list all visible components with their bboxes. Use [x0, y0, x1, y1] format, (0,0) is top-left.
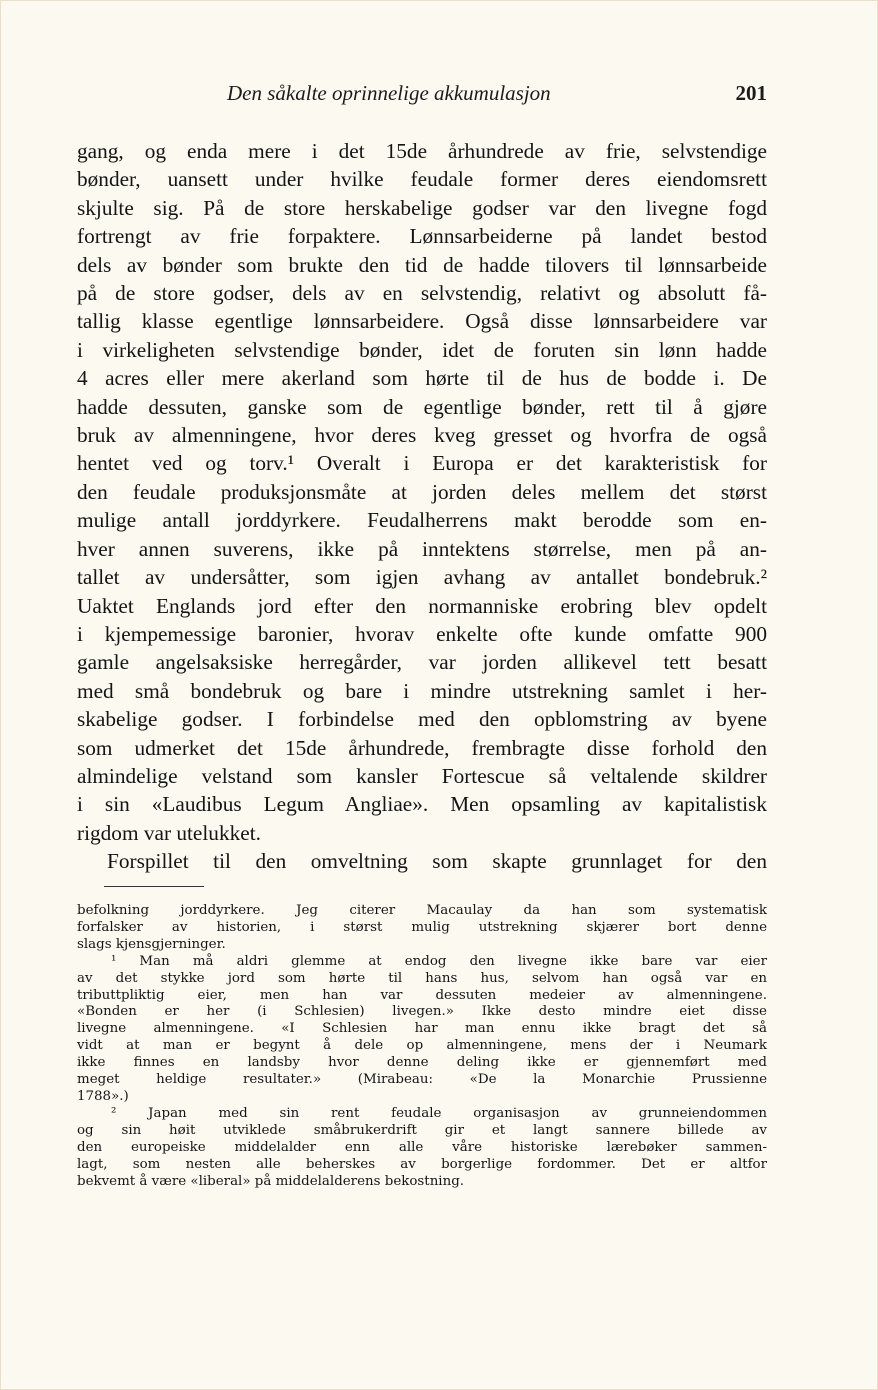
footnote-line: ² Japan med sin rent feudale organisasjon av grunneiendommen — [111, 1105, 767, 1121]
text-line: skjulte sig. På de store herskabelige godser var den livegne fogd — [77, 195, 767, 220]
footnote-line: meget heldige resultater.» (Mirabeau: «De la Monarchie Prussienne — [77, 1072, 767, 1088]
footnote-line: ¹ Man må aldri glemme at endog den livegne ikke bare var eier — [111, 953, 767, 969]
text-line: mulige antall jorddyrkere. Feudalherrens makt berodde som en- — [77, 508, 767, 533]
text-line: Uaktet Englands jord efter den normanniske erobring blev opdelt — [77, 593, 767, 618]
text-line: hver annen suverens, ikke på inntektens størrelse, men på an- — [77, 536, 767, 561]
footnote-line: tributtpliktig eier, men han var dessuten medeier av almenningene. — [77, 987, 767, 1003]
text-line: hentet ved og torv.¹ Overalt i Europa er det karakteristisk for — [77, 451, 767, 476]
footnotes — [77, 903, 767, 1190]
page-number: 201 — [735, 81, 767, 105]
text-line: bruk av almenningene, hvor deres kveg gresset og hvorfra de også — [77, 423, 767, 448]
running-title: Den såkalte oprinnelige akkumulasjon — [227, 81, 551, 105]
text-line: i sin «Laudibus Legum Angliae». Men opsamling av kapitalistisk — [77, 792, 767, 817]
text-line: den feudale produksjonsmåte at jorden deles mellem det størst — [77, 479, 767, 504]
text-line: almindelige velstand som kansler Fortescue så veltalende skildrer — [77, 763, 767, 788]
footnote-line: lagt, som nesten alle beherskes av borgerlige fordommer. Det er altfor — [77, 1156, 767, 1172]
main-text — [77, 137, 767, 876]
text-line: med små bondebruk og bare i mindre utstrekning samlet i her- — [77, 678, 767, 703]
running-head — [77, 81, 767, 111]
text-line: hadde dessuten, ganske som de egentlige bønder, rett til å gjøre — [77, 394, 767, 419]
text-line: som udmerket det 15de århundrede, frembragte disse forhold den — [77, 735, 767, 760]
footnote-line: den europeiske middelalder enn alle våre historiske lærebøker sammen- — [77, 1139, 767, 1155]
footnote-line: ikke finnes en landsby hvor denne deling ikke er gjennemført med — [77, 1055, 767, 1071]
footnote-line: «Bonden er her (i Schlesien) livegen.» Ikke desto mindre eiet disse — [77, 1004, 767, 1020]
footnote-line: befolkning jorddyrkere. Jeg citerer Macaulay da han som systematisk — [77, 903, 767, 918]
text-line: fortrengt av frie forpaktere. Lønnsarbeiderne på landet bestod — [77, 224, 767, 249]
text-line: i kjempemessige baronier, hvorav enkelte ofte kunde omfatte 900 — [77, 621, 767, 646]
footnote-line: bekvemt å være «liberal» på middelalderens bekostning. — [77, 1173, 465, 1189]
text-line: rigdom var utelukket. — [77, 820, 261, 845]
text-line: dels av bønder som brukte den tid de hadde tilovers til lønnsarbeide — [77, 252, 767, 277]
footnote-line: vidt at man er begynt å dele op almenningene, mens der i Neumark — [77, 1038, 767, 1054]
footnote-line: 1788».) — [77, 1088, 129, 1104]
text-line: på de store godser, dels av en selvstendig, relativt og absolutt få- — [77, 281, 767, 306]
text-line: gang, og enda mere i det 15de århundrede av frie, selvstendige — [77, 139, 767, 163]
text-line: Forspillet til den omveltning som skapte grunnlaget for den — [107, 849, 767, 874]
text-line: skabelige godser. I forbindelse med den opblomstring av byene — [77, 707, 767, 732]
text-line: 4 acres eller mere akerland som hørte til de hus de bodde i. De — [77, 366, 767, 391]
text-line: gamle angelsaksiske herregårder, var jorden allikevel tett besatt — [77, 650, 767, 675]
footnote-line: og sin høit utviklede småbrukerdrift gir et langt sannere billede av — [77, 1122, 767, 1138]
footnote-divider — [104, 886, 204, 887]
text-line: i virkeligheten selvstendige bønder, idet de foruten sin lønn hadde — [77, 337, 767, 362]
text-line: tallet av undersåtter, som igjen avhang av antallet bondebruk.² — [77, 565, 767, 590]
text-line: bønder, uansett under hvilke feudale former deres eiendomsrett — [77, 167, 767, 192]
footnote-line: livegne almenningene. «I Schlesien har man ennu ikke bragt det så — [77, 1021, 767, 1037]
text-line: tallig klasse egentlige lønnsarbeidere. Også disse lønnsarbeidere var — [77, 309, 767, 334]
footnote-line: av det stykke jord som hørte til hans hus, selvom han også var en — [77, 970, 767, 986]
footnote-line: forfalsker av historien, i størst mulig utstrekning skjærer bort denne — [77, 919, 767, 935]
footnote-line: slags kjensgjerninger. — [77, 936, 226, 952]
